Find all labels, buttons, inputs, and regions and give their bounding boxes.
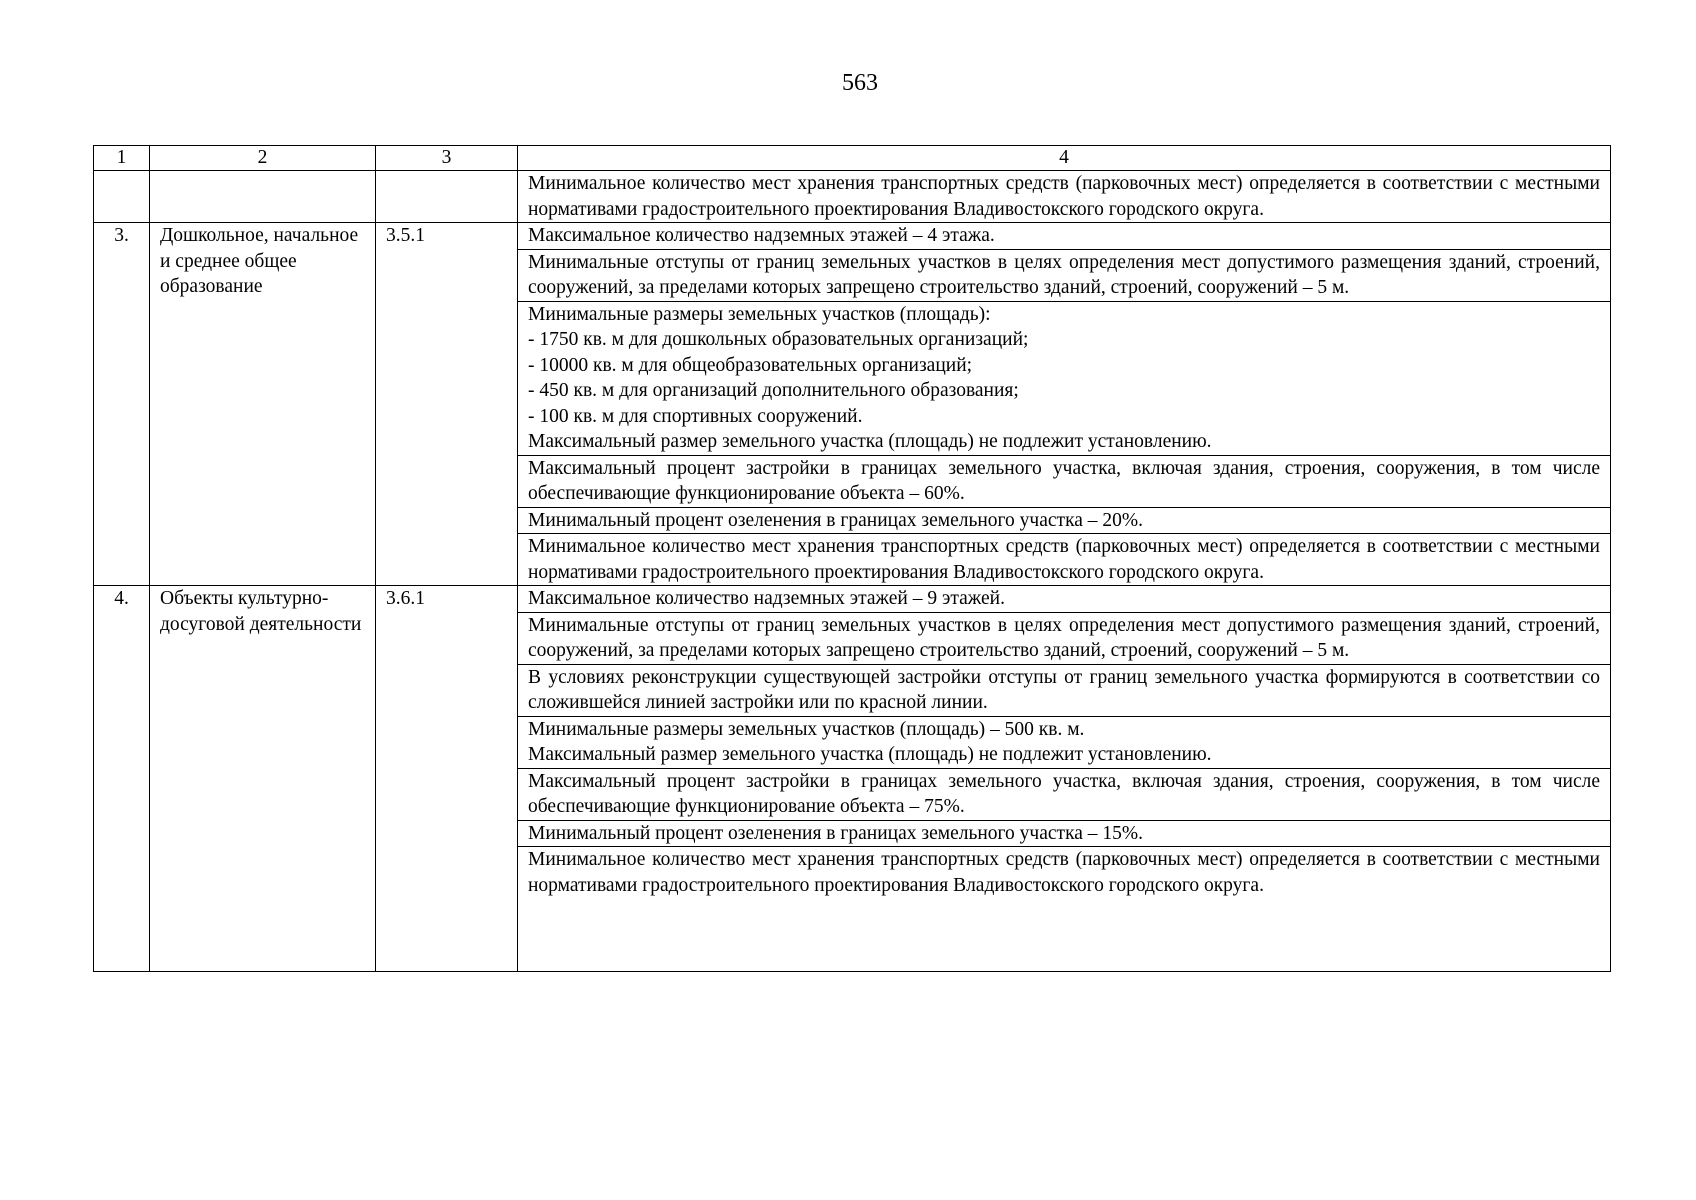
param-cell: Минимальный процент озеленения в границах земельного участка – 15%. [518,820,1611,847]
param-cell: Минимальные размеры земельных участков (площадь): - 1750 кв. м для дошкольных образовательных организаций; - 10000 кв. м для общеобразовательных организаций; - 450 кв. м для организаций дополнительного образования; - 100 кв. м для спортивных сооружений. Максимальный размер земельного участка (площадь) не подлежит установлению. [518,301,1611,455]
table-row-continuation [94,171,1611,223]
cell-empty [150,171,376,223]
row-number: 3. [94,223,150,586]
param-cell: Минимальные отступы от границ земельных участков в целях определения мест допустимого размещения зданий, строений, сооружений, за пределами которых запрещено строительство зданий, строений, сооружений – 5 м. [518,249,1611,301]
param-cell: Минимальные отступы от границ земельных участков в целях определения мест допустимого размещения зданий, строений, сооружений, за пределами которых запрещено строительство зданий, строений, сооружений – 5 м. [518,612,1611,664]
param-cell: Максимальное количество надземных этажей – 4 этажа. [518,223,1611,250]
param-cell: Минимальный процент озеленения в границах земельного участка – 20%. [518,507,1611,534]
cell-empty [376,171,518,223]
param-cell: В условиях реконструкции существующей застройки отступы от границ земельного участка формируются в соответствии со сложившейся линией застройки или по красной линии. [518,664,1611,716]
param-cell: Минимальное количество мест хранения транспортных средств (парковочных мест) определяется в соответствии с местными нормативами градостроительного проектирования Владивостокского городского округа. [518,171,1611,223]
land-use-code: 3.5.1 [376,223,518,586]
land-use-name: Дошкольное, начальное и среднее общее образование [150,223,376,586]
header-col-3: 3 [376,146,518,171]
cell-empty [94,171,150,223]
param-cell: Максимальный процент застройки в границах земельного участка, включая здания, строения, сооружения, в том числе обеспечивающие функционирование объекта – 75%. [518,768,1611,820]
param-cell: Минимальное количество мест хранения транспортных средств (парковочных мест) определяется в соответствии с местными нормативами градостроительного проектирования Владивостокского городского округа. [518,847,1611,899]
param-cell: Максимальный процент застройки в границах земельного участка, включая здания, строения, сооружения, в том числе обеспечивающие функционирование объекта – 60%. [518,455,1611,507]
param-cell: Максимальное количество надземных этажей – 9 этажей. [518,586,1611,613]
page-number: 563 [842,70,878,96]
table-row [94,223,1611,250]
regulations-table [93,145,1611,972]
param-cell: Минимальное количество мест хранения транспортных средств (парковочных мест) определяется в соответствии с местными нормативами градостроительного проектирования Владивостокского городского округа. [518,534,1611,586]
cell-blank [518,898,1611,972]
header-col-1: 1 [94,146,150,171]
table-header-row [94,146,1611,171]
row-number: 4. [94,586,150,972]
table-row [94,586,1611,613]
land-use-name: Объекты культурно-досуговой деятельности [150,586,376,972]
header-col-2: 2 [150,146,376,171]
param-cell: Минимальные размеры земельных участков (площадь) – 500 кв. м. Максимальный размер земельного участка (площадь) не подлежит установлению. [518,716,1611,768]
land-use-code: 3.6.1 [376,586,518,972]
header-col-4: 4 [518,146,1611,171]
